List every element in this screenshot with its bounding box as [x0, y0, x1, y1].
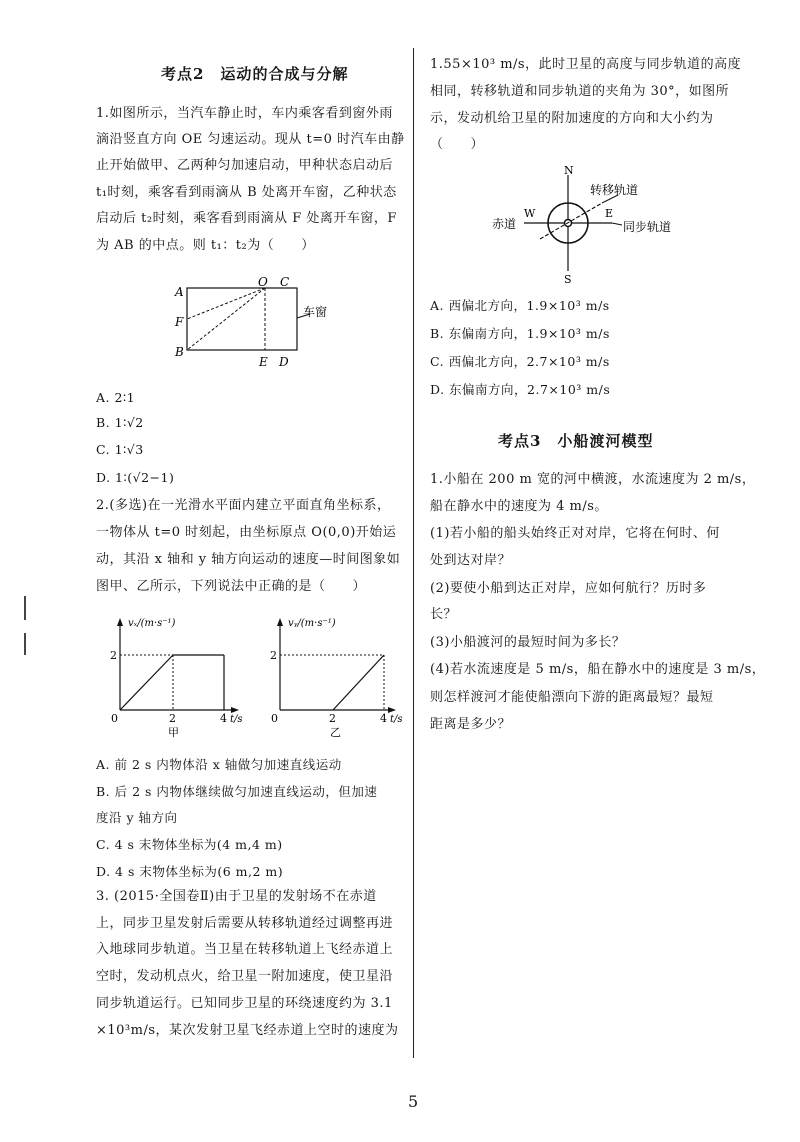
q2-option-d: D. 4 s 末物体坐标为(6 m,2 m) [96, 864, 284, 879]
scan-mark [24, 633, 26, 655]
label-o: O [258, 275, 268, 289]
orbit-figure [490, 165, 710, 287]
q3-line: ×10³m/s，某次发射卫星飞经赤道上空时的速度为 [96, 1023, 399, 1038]
yi-caption: 乙 [330, 726, 341, 739]
jia-origin: 0 [111, 712, 118, 725]
label-n: N [564, 164, 574, 177]
q1-line: 止开始做甲、乙两种匀加速启动，甲种状态启动后 [96, 158, 394, 173]
q1-option-b: B. 1∶√2 [96, 415, 144, 430]
label-c: C [280, 275, 290, 289]
label-equator: 赤道 [492, 217, 517, 231]
boat-line: 船在静水中的速度为 4 m/s。 [430, 499, 608, 514]
q2-line: 2.(多选)在一光滑水平面内建立平面直角坐标系， [96, 498, 391, 513]
q3-line: 同步轨道运行。已知同步卫星的环绕速度约为 3.1 [96, 996, 393, 1011]
label-b: B [175, 345, 184, 359]
of-line [187, 288, 265, 319]
q3-line: 入地球同步轨道。当卫星在转移轨道上飞经赤道上 [96, 942, 394, 957]
q1-line: 滴沿竖直方向 OE 匀速运动。现从 t=0 时汽车由静 [96, 132, 405, 147]
jia-caption: 甲 [168, 726, 179, 739]
scan-mark [24, 596, 26, 620]
yi-ylabel: vᵧ/(m·s⁻¹) [288, 618, 336, 629]
q1-line: 启动后 t₂时刻，乘客看到雨滴从 F 处离开车窗，F [96, 211, 397, 226]
jia-x2: 2 [169, 712, 176, 725]
window-rect [187, 288, 297, 350]
q3-cont-line: 1.55×10³ m/s，此时卫星的高度与同步轨道的高度 [430, 57, 742, 72]
yi-xlabel: t/s [390, 714, 403, 725]
q1-line: 1.如图所示，当汽车静止时，车内乘客看到窗外雨 [96, 106, 393, 121]
q2-line: 图甲、乙所示，下列说法中正确的是（ ） [96, 579, 367, 594]
q1-line: 为 AB 的中点。则 t₁：t₂为（ ） [96, 238, 315, 253]
section-2-title: 考点2 运动的合成与分解 [161, 65, 349, 83]
column-divider [413, 48, 414, 1058]
car-window-figure [165, 276, 335, 376]
label-s: S [564, 273, 572, 286]
q3-option-d: D. 东偏南方向，2.7×10³ m/s [430, 382, 611, 397]
yi-ramp [333, 655, 384, 710]
boat-line: 1.小船在 200 m 宽的河中横渡，水流速度为 2 m/s， [430, 472, 756, 487]
label-d: D [279, 355, 289, 369]
q3-cont-line: （ ） [430, 137, 485, 152]
page-number: 5 [408, 1092, 419, 1111]
yi-origin: 0 [271, 712, 278, 725]
q3-line: 空时，发动机点火，给卫星一附加速度，使卫星沿 [96, 969, 394, 984]
q3-line: 3. (2015·全国卷Ⅱ)由于卫星的发射场不在赤道 [96, 889, 377, 904]
boat-line: 长？ [430, 607, 458, 622]
label-window: 车窗 [303, 305, 328, 319]
ob-line [187, 288, 265, 350]
graph-yi [270, 618, 403, 739]
q3-cont-line: 相同，转移轨道和同步轨道的夹角为 30°，如图所 [430, 84, 730, 99]
q3-cont-line: 示，发动机给卫星的附加速度的方向和大小约为 [430, 111, 714, 126]
label-f: F [175, 315, 184, 329]
q2-line: 一物体从 t=0 时刻起，由坐标原点 O(0,0)开始运 [96, 525, 397, 540]
label-w: W [524, 207, 536, 220]
q3-option-b: B. 东偏南方向，1.9×10³ m/s [430, 326, 610, 341]
q2-option-c: C. 4 s 末物体坐标为(4 m,4 m) [96, 837, 283, 852]
jia-ramp [120, 655, 173, 710]
q3-option-a: A. 西偏北方向，1.9×10³ m/s [430, 298, 610, 313]
section-3-title: 考点3 小船渡河模型 [498, 432, 654, 450]
q1-option-c: C. 1∶√3 [96, 442, 144, 457]
boat-line: 距离是多少？ [430, 717, 512, 732]
label-sync: 同步轨道 [623, 220, 672, 234]
jia-xlabel: t/s [230, 714, 243, 725]
boat-line: (3)小船渡河的最短时间为多长？ [430, 635, 626, 650]
q2-option-b: B. 后 2 s 内物体继续做匀加速直线运动，但加速 [96, 784, 378, 799]
graph-jia [110, 618, 243, 739]
jia-ylabel: vₓ/(m·s⁻¹) [128, 618, 176, 629]
boat-line: (2)要使小船到达正对岸，应如何航行？历时多 [430, 581, 707, 596]
boat-line: (4)若水流速度是 5 m/s，船在静水中的速度是 3 m/s， [430, 662, 766, 677]
boat-line: 处到达对岸？ [430, 553, 512, 568]
jia-y2: 2 [110, 649, 117, 662]
yi-x2: 2 [329, 712, 336, 725]
yi-y2: 2 [270, 649, 277, 662]
jia-x4: 4 [220, 712, 227, 725]
q2-option-b-cont: 度沿 y 轴方向 [96, 810, 178, 825]
boat-line: (1)若小船的船头始终正对对岸，它将在何时、何 [430, 526, 720, 541]
label-a: A [175, 285, 184, 299]
boat-line: 则怎样渡河才能使船漂向下游的距离最短？最短 [430, 690, 714, 705]
q2-option-a: A. 前 2 s 内物体沿 x 轴做匀加速直线运动 [96, 757, 342, 772]
q2-line: 动，其沿 x 轴和 y 轴方向运动的速度—时间图象如 [96, 552, 401, 567]
q1-option-d: D. 1∶(√2−1) [96, 470, 175, 485]
q3-line: 上，同步卫星发射后需要从转移轨道经过调整再进 [96, 916, 394, 931]
q1-line: t₁时刻，乘客看到雨滴从 B 处离开车窗，乙种状态 [96, 185, 397, 200]
velocity-graphs [100, 612, 403, 742]
label-transfer: 转移轨道 [590, 183, 639, 197]
q3-option-c: C. 西偏北方向，2.7×10³ m/s [430, 354, 610, 369]
label-e: E [259, 355, 268, 369]
yi-x4: 4 [380, 712, 387, 725]
label-e: E [605, 207, 614, 220]
q1-option-a: A. 2∶1 [96, 390, 136, 405]
